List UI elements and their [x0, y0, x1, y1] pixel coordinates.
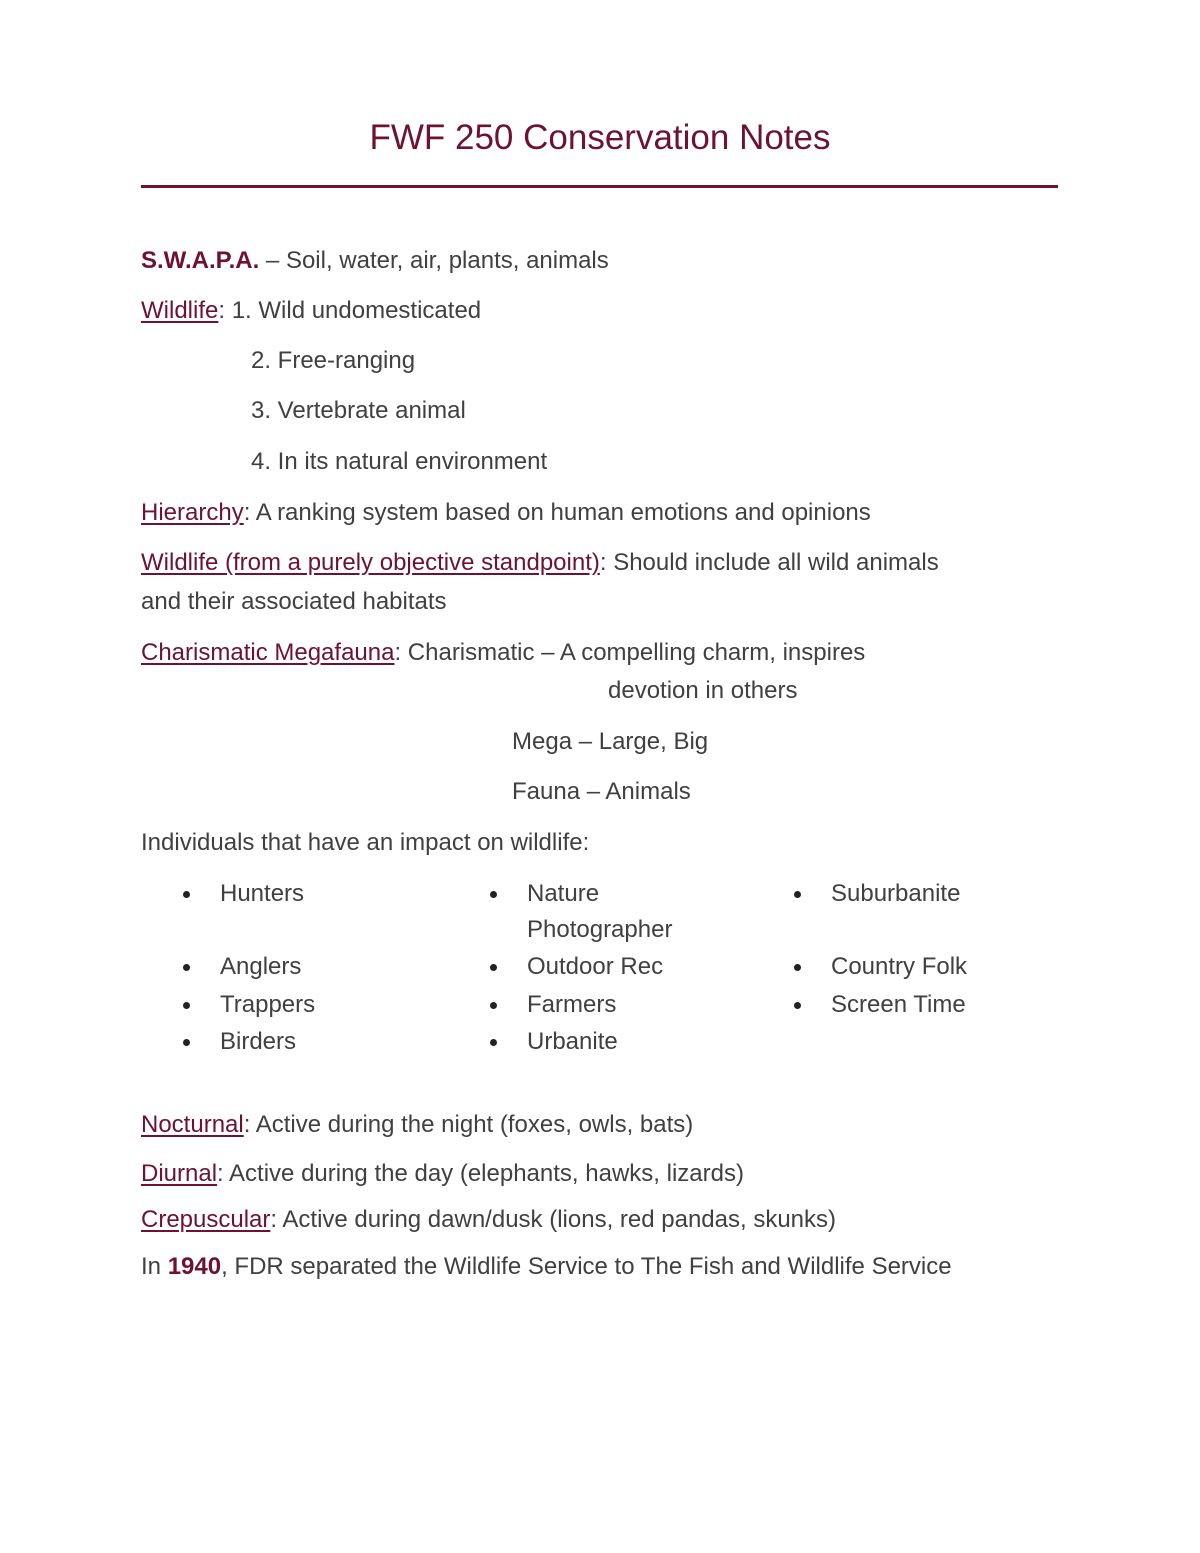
list-item: Birders: [220, 1028, 297, 1055]
list-item: Farmers: [527, 991, 617, 1018]
fdr-suffix: , FDR separated the Wildlife Service to The Fish and Wildlife Service: [221, 1253, 952, 1280]
charismatic-term: Charismatic Megafauna: [141, 639, 395, 666]
bullet-icon: [183, 964, 190, 971]
wildlife-objective-continuation: and their associated habitats: [141, 588, 447, 615]
bullet-icon: [490, 891, 497, 898]
wildlife-line: [141, 296, 481, 326]
bullet-icon: [794, 1002, 801, 1009]
swapa-line: [141, 246, 609, 276]
diurnal-definition: : Active during the day (elephants, hawks, lizards): [217, 1160, 744, 1187]
fauna-definition: Fauna – Animals: [512, 778, 691, 805]
diurnal-term: Diurnal: [141, 1160, 218, 1187]
hierarchy-line: [141, 498, 871, 528]
list-item: Urbanite: [527, 1028, 618, 1055]
bullet-icon: [794, 964, 801, 971]
bullet-icon: [183, 1002, 190, 1009]
swapa-term: S.W.A.P.A.: [141, 247, 260, 274]
list-item: Suburbanite: [831, 880, 961, 907]
nocturnal-definition: : Active during the night (foxes, owls, bats): [243, 1111, 694, 1138]
bullet-icon: [490, 1002, 497, 1009]
list-item: Screen Time: [831, 991, 966, 1018]
diurnal-line: [141, 1159, 744, 1189]
wildlife-objective-term: Wildlife (from a purely objective standpoint): [141, 549, 600, 576]
swapa-definition: – Soil, water, air, plants, animals: [259, 247, 609, 274]
wildlife-item-1: 1. Wild undomesticated: [231, 297, 482, 324]
hierarchy-definition: : A ranking system based on human emotions and opinions: [243, 499, 871, 526]
fdr-year: 1940: [167, 1253, 222, 1280]
list-item: Country Folk: [831, 953, 968, 980]
wildlife-item-2: 2. Free-ranging: [251, 347, 416, 374]
fdr-prefix: In: [141, 1253, 168, 1280]
bullet-icon: [183, 1039, 190, 1046]
list-item: Hunters: [220, 880, 305, 907]
bullet-icon: [490, 1039, 497, 1046]
charismatic-line: [141, 638, 865, 668]
bullet-icon: [490, 964, 497, 971]
nocturnal-line: [141, 1110, 693, 1140]
page-title: FWF 250 Conservation Notes: [369, 118, 831, 157]
wildlife-objective-line: [141, 548, 939, 578]
wildlife-term: Wildlife: [141, 297, 219, 324]
list-item: Anglers: [220, 953, 302, 980]
nocturnal-term: Nocturnal: [141, 1111, 244, 1138]
wildlife-objective-definition: : Should include all wild animals: [599, 549, 939, 576]
title-divider: [141, 185, 1058, 188]
bullet-icon: [794, 891, 801, 898]
wildlife-sep: :: [218, 297, 232, 324]
list-item: Trappers: [220, 991, 316, 1018]
list-item: Nature: [527, 880, 600, 907]
fdr-line: [141, 1252, 952, 1282]
crepuscular-term: Crepuscular: [141, 1206, 271, 1233]
list-item-continuation: Photographer: [527, 916, 673, 943]
crepuscular-definition: : Active during dawn/dusk (lions, red pandas, skunks): [270, 1206, 837, 1233]
wildlife-item-3: 3. Vertebrate animal: [251, 397, 466, 424]
list-item: Outdoor Rec: [527, 953, 664, 980]
wildlife-item-4: 4. In its natural environment: [251, 448, 548, 475]
charismatic-definition: : Charismatic – A compelling charm, inspires: [394, 639, 866, 666]
individuals-heading: Individuals that have an impact on wildlife:: [141, 829, 590, 856]
hierarchy-term: Hierarchy: [141, 499, 244, 526]
charismatic-continuation: devotion in others: [608, 677, 798, 704]
crepuscular-line: [141, 1205, 836, 1235]
bullet-icon: [183, 891, 190, 898]
mega-definition: Mega – Large, Big: [512, 728, 709, 755]
